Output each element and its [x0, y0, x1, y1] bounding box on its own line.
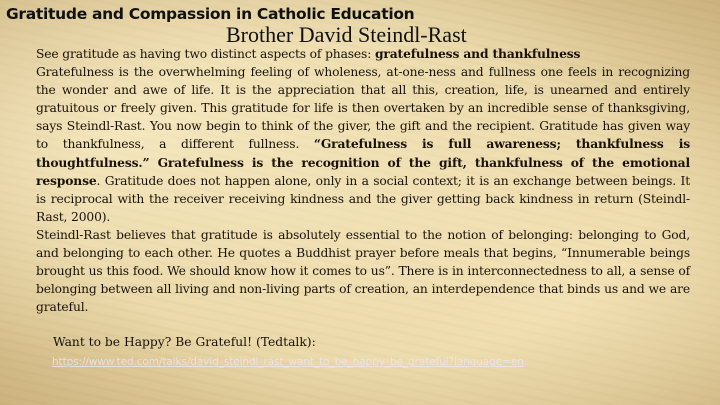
- tedtalk-label: Want to be Happy? Be Grateful! (Tedtalk):: [53, 335, 316, 349]
- intro-text: See gratitude as having two distinct aspects of phases:: [36, 47, 375, 61]
- belonging-text: Steindl-Rast believes that gratitude is absolutely essential to the notion of belonging: belonging to God, and belonging to each other. He quotes a Buddhist prayer before meals that begins, “Innumerable beings brought us this food. We should know how it comes to us”. There is in interconnectedness to all, a sense of belonging between all living and non-living parts of creation, an interdependence that binds us and we are grateful.: [36, 227, 690, 315]
- gratefulness-text: Gratefulness is the overwhelming feeling of wholeness, at-one-ness and fullness one feels in recognizing the wonder and awe of life. It is the appreciation that all this, creation, life, is unearned and entirely gratuitous or freely given. This gratitude for life is then overtaken by an incredible sense of thanksgiving, says Steindl-Rast. You now begin to think of the giver, the gift and the recipient. Gratitude has given way to thankfulness, a different fullness.: [36, 65, 690, 152]
- gratefulness-tail: . Gratitude does not happen alone, only in a social context; it is an exchange between beings. It is reciprocal with the receiver receiving kindness and the giver getting back kindness in return (Steindl-Rast, 2000).: [36, 173, 690, 224]
- paragraph-intro: [36, 45, 690, 63]
- intro-bold-text: gratefulness and thankfulness: [374, 46, 581, 61]
- body-text: [36, 45, 690, 316]
- slide-header-title: Gratitude and Compassion in Catholic Education: [6, 5, 415, 23]
- paragraph-belonging: [36, 226, 690, 316]
- document-title: Brother David Steindl-Rast: [226, 22, 467, 47]
- gratefulness-quote: “Gratefulness is full awareness; thankfulness is thoughtfulness.” Gratefulness is the recognition of the gift, thankfulness of the emotional response: [36, 136, 690, 188]
- paragraph-gratefulness: [36, 63, 690, 226]
- tedtalk-link[interactable]: https://www.ted.com/talks/david_steindl_rast_want_to_be_happy_be_grateful?language=en: [52, 356, 524, 368]
